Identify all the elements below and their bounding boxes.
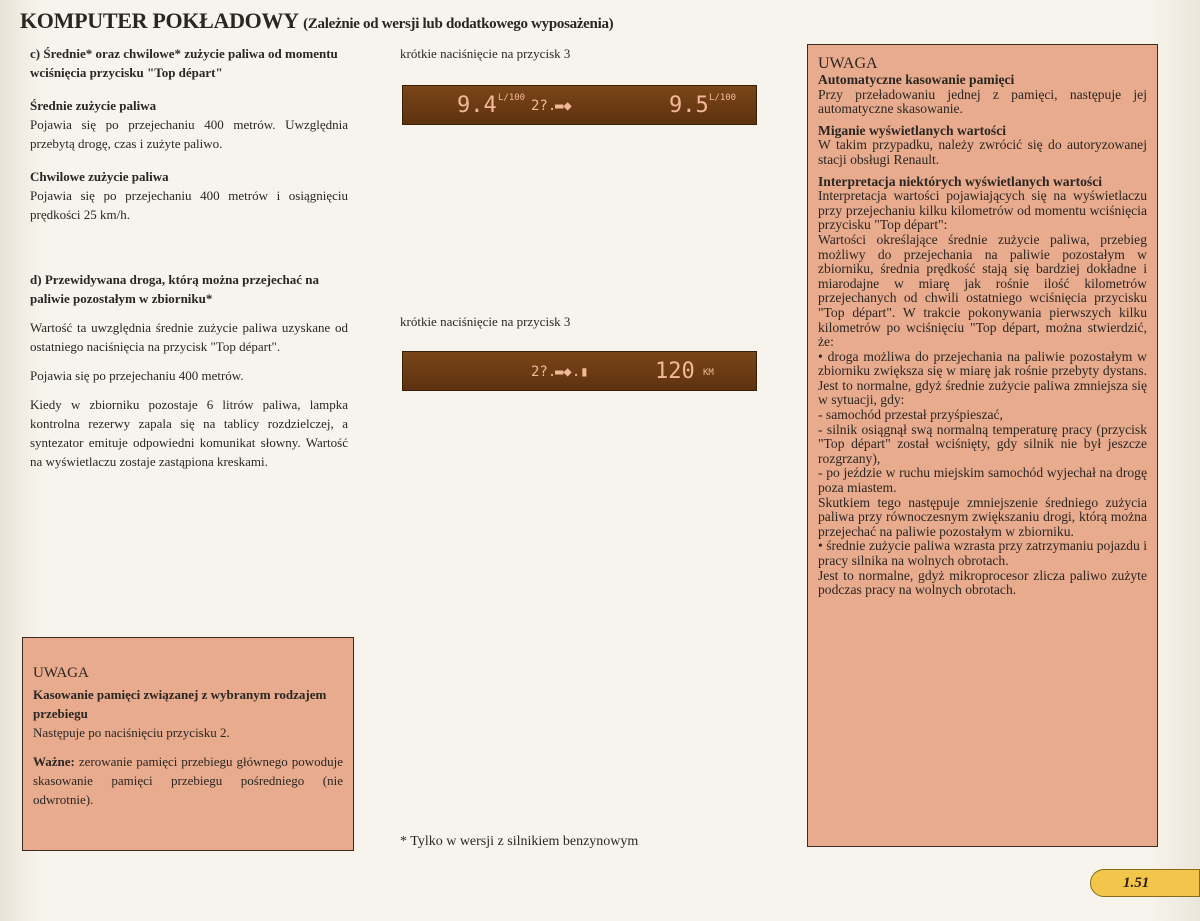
auto-reset-text: Przy przeładowaniu jednej z pamięci, następuje jej automatyczne skasowanie. (818, 86, 1147, 117)
blinking-text: W takim przypadku, należy zwrócić się do autoryzowanej stacji obsługi Renault. (818, 137, 1147, 167)
car-icon: ▬◆ (555, 98, 572, 114)
section-c-heading-text: Średnie* oraz chwilowe* zużycie paliwa od momentu wciśnięcia przycisku "Top départ" (30, 46, 338, 80)
avg-consumption-heading: Średnie zużycie paliwa (30, 98, 157, 113)
note-important-label: Ważne: (33, 754, 75, 769)
middle-column (400, 44, 760, 63)
fuel-pump-icon: ▬◆.▮ (555, 364, 589, 380)
note-text: Następuje po naciśnięciu przycisku 2. (33, 725, 230, 740)
note-title: UWAGA (33, 665, 89, 681)
lcd-inst-value: 9.5 (669, 93, 709, 118)
result-text: Skutkiem tego następuje zmniejszenie średniego zużycia paliwa przy równoczesnym zwiększaniu drogi, którą można przejechać na paliwie pozostałym w zbiorniku. (818, 494, 1147, 539)
section-d-heading-text: Przewidywana droga, którą można przejechać na paliwie pozostałym w zbiorniku* (30, 272, 319, 306)
right-note-box (807, 44, 1158, 847)
inst-consumption-heading: Chwilowe zużycie paliwa (30, 169, 169, 184)
section-c-heading (30, 44, 348, 82)
lcd-display-range (402, 351, 757, 391)
note-important (33, 752, 343, 809)
blinking-heading: Miganie wyświetlanych wartości (818, 122, 1007, 138)
bullet-range: • droga możliwa do przejechania na paliwie pozostałym w zbiorniku zwiększa się w miarę jak rośnie przebyty dystans. Jest to normalne, gdyż średnie zużycie paliwa zmniejsza się w sytuacji, gdy: (818, 348, 1147, 408)
title-main: KOMPUTER POKŁADOWY (20, 8, 298, 33)
middle-column-2 (400, 312, 760, 331)
section-d-text-1: Wartość ta uwzględnia średnie zużycie paliwa uzyskane od ostatniego naciśnięcia na przycisk "Top départ". (30, 320, 348, 354)
lcd-range-value: 120 (655, 359, 695, 384)
lcd-range-unit: KM (703, 368, 714, 378)
page-number: 1.51 (1090, 869, 1200, 897)
inst-consumption-text: Pojawia się po przejechaniu 400 metrów i osiągnięciu prędkości 25 km/h. (30, 188, 348, 222)
bullet-idle: • średnie zużycie paliwa wzrasta przy zatrzymaniu pojazdu i pracy silnika na wolnych obrotach. (818, 538, 1147, 568)
section-d-text-2: Pojawia się po przejechaniu 400 metrów. (30, 368, 244, 383)
left-column (30, 44, 348, 471)
dash-item-1: - samochód przestał przyśpieszać, (818, 407, 1003, 423)
interpretation-text-1: Interpretacja wartości pojawiających się na wyświetlaczu przy przejechaniu kilku kilometrów od momentu wciśnięcia przycisku "Top départ": (818, 188, 1147, 233)
interpretation-heading: Interpretacja niektórych wyświetlanych wartości (818, 173, 1103, 189)
lcd-range-symbol: 2?. (531, 364, 557, 380)
section-d-text-3: Kiedy w zbiorniku pozostaje 6 litrów paliwa, lampka kontrolna rezerwy zapala się na tablicy rozdzielczej, a syntezator emituje odpowiedni komunikat słowny. Wartość na wyświetlaczu zostaje zastąpiona kreskami. (30, 397, 348, 469)
avg-consumption-text: Pojawia się po przejechaniu 400 metrów. Uwzględnia przebytą drogę, czas i zużyte paliwo. (30, 117, 348, 151)
page-title (20, 8, 800, 34)
section-d-heading (30, 270, 348, 308)
note-heading: Kasowanie pamięci związanej z wybranym rodzajem przebiegu (33, 687, 327, 721)
section-d-letter: d) (30, 272, 42, 287)
lcd-avg-unit: L/100 (498, 93, 526, 103)
right-note-title: UWAGA (818, 55, 878, 72)
lcd-mid-symbol: 2?. (531, 98, 557, 114)
lcd-caption-1: krótkie naciśnięcie na przycisk 3 (400, 46, 571, 61)
memory-reset-note (22, 637, 354, 851)
lcd-caption-2: krótkie naciśnięcie na przycisk 3 (400, 314, 571, 329)
microprocessor-text: Jest to normalne, gdyż mikroprocesor zlicza paliwo zużyte podczas pracy na wolnych obrotach. (818, 567, 1147, 598)
auto-reset-heading: Automatyczne kasowanie pamięci (818, 72, 1015, 87)
dash-item-2: - silnik osiągnął swą normalną temperaturę pracy (przycisk "Top départ" został wciśnięty, gdy silnik nie był jeszcze rozgrzany), (818, 421, 1147, 466)
lcd-avg-value: 9.4 (457, 93, 497, 118)
note-important-text: zerowanie pamięci przebiegu głównego powoduje skasowanie pamięci przebiegu pośredniego (nie odwrotnie). (33, 754, 343, 807)
lcd-inst-unit: L/100 (709, 93, 737, 103)
dash-item-3: - po jeździe w ruchu miejskim samochód wyjechał na drogę poza miastem. (818, 465, 1147, 496)
footnote: * Tylko w wersji z silnikiem benzynowym (400, 834, 639, 849)
lcd-display-consumption (402, 85, 757, 125)
interpretation-text-2: Wartości określające średnie zużycie paliwa, przebieg możliwy do przejechania na paliwie pozostałym w zbiorniku, średnia prędkość stają się bardziej dokładne i miarodajne w miarę jak rośnie ilość kilometrów przejechanych od chwili ostatniego wciśnięcia przycisku "Top départ". W trakcie pokonywania pierwszych kilku kilometrów po wciśnięciu "Top départ, można stwierdzić, że: (818, 231, 1147, 350)
title-subtitle: (Zależnie od wersji lub dodatkowego wyposażenia) (303, 16, 614, 32)
section-c-letter: c) (30, 46, 41, 61)
